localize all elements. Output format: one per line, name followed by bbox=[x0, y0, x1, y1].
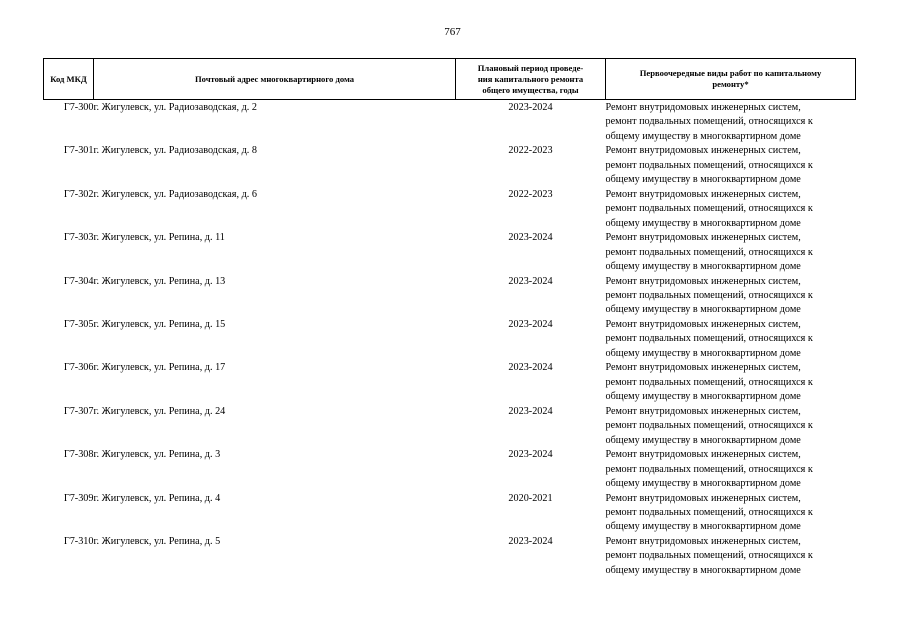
header-works bbox=[606, 59, 856, 100]
table-row bbox=[44, 231, 856, 274]
row-works-line: Ремонт внутридомовых инженерных систем, bbox=[605, 275, 801, 287]
row-works-line: общему имуществу в многоквартирном доме bbox=[605, 304, 801, 316]
row-works bbox=[606, 448, 856, 491]
row-works-line: ремонт подвальных помещений, относящихся к bbox=[605, 116, 813, 128]
row-works-line: общему имуществу в многоквартирном доме bbox=[605, 347, 801, 359]
row-works-line: ремонт подвальных помещений, относящихся к bbox=[605, 376, 813, 388]
row-period: 2023-2024 bbox=[508, 318, 553, 330]
header-period-line: Плановый период проведе- bbox=[477, 62, 584, 73]
row-address: г. Жигулевск, ул. Радиозаводская, д. 6 bbox=[93, 188, 257, 200]
row-code: Г7-308 bbox=[63, 449, 94, 461]
table-row bbox=[44, 275, 856, 318]
row-works-line: Ремонт внутридомовых инженерных систем, bbox=[605, 405, 801, 417]
row-period: 2022-2023 bbox=[508, 188, 553, 200]
row-code: Г7-303 bbox=[63, 232, 94, 244]
row-code: Г7-304 bbox=[63, 275, 94, 287]
row-code: Г7-305 bbox=[63, 318, 94, 330]
row-works-line: общему имуществу в многоквартирном доме bbox=[605, 434, 801, 446]
table-row bbox=[44, 405, 856, 448]
row-works bbox=[606, 492, 856, 535]
row-works bbox=[606, 405, 856, 448]
row-works-line: общему имуществу в многоквартирном доме bbox=[605, 174, 801, 186]
row-works-line: ремонт подвальных помещений, относящихся к bbox=[605, 333, 813, 345]
row-works-line: Ремонт внутридомовых инженерных систем, bbox=[605, 102, 801, 113]
row-period: 2023-2024 bbox=[508, 405, 553, 417]
header-period-line: общего имущества, годы bbox=[482, 84, 579, 95]
row-address: г. Жигулевск, ул. Репина, д. 3 bbox=[93, 449, 221, 461]
row-works-line: ремонт подвальных помещений, относящихся к bbox=[605, 246, 813, 258]
row-period: 2023-2024 bbox=[508, 232, 553, 244]
header-period bbox=[456, 59, 606, 100]
header-works-line: Первоочередные виды работ по капитальному bbox=[639, 68, 822, 78]
row-code: Г7-301 bbox=[63, 145, 94, 157]
header-code: Код МКД bbox=[44, 59, 94, 100]
row-works-line: ремонт подвальных помещений, относящихся к bbox=[605, 506, 813, 518]
row-works bbox=[606, 188, 856, 231]
row-works-line: ремонт подвальных помещений, относящихся к bbox=[605, 550, 813, 562]
row-code: Г7-309 bbox=[63, 492, 94, 504]
row-works bbox=[606, 275, 856, 318]
row-works bbox=[606, 361, 856, 404]
header-period-line: ния капитального ремонта bbox=[477, 73, 584, 84]
row-works bbox=[606, 100, 856, 145]
row-works-line: Ремонт внутридомовых инженерных систем, bbox=[605, 449, 801, 461]
row-works-line: общему имуществу в многоквартирном доме bbox=[605, 521, 801, 533]
row-period: 2022-2023 bbox=[508, 145, 553, 157]
row-period: 2023-2024 bbox=[508, 449, 553, 461]
header-address: Почтовый адрес многоквартирного дома bbox=[94, 59, 456, 100]
row-address: г. Жигулевск, ул. Радиозаводская, д. 2 bbox=[93, 102, 257, 113]
header-works-line: ремонту* bbox=[712, 79, 749, 89]
row-works bbox=[606, 231, 856, 274]
row-works-line: ремонт подвальных помещений, относящихся к bbox=[605, 159, 813, 171]
row-works-line: Ремонт внутридомовых инженерных систем, bbox=[605, 362, 801, 374]
row-address: г. Жигулевск, ул. Репина, д. 17 bbox=[93, 362, 226, 374]
row-address: г. Жигулевск, ул. Репина, д. 13 bbox=[93, 275, 226, 287]
row-works-line: ремонт подвальных помещений, относящихся к bbox=[605, 289, 813, 301]
row-works-line: общему имуществу в многоквартирном доме bbox=[605, 217, 801, 229]
table-row bbox=[44, 318, 856, 361]
row-works-line: Ремонт внутридомовых инженерных систем, bbox=[605, 145, 801, 157]
table-row bbox=[44, 535, 856, 578]
row-works-line: Ремонт внутридомовых инженерных систем, bbox=[605, 492, 801, 504]
row-works-line: Ремонт внутридомовых инженерных систем, bbox=[605, 188, 801, 200]
table-row bbox=[44, 144, 856, 187]
row-works-line: ремонт подвальных помещений, относящихся к bbox=[605, 203, 813, 215]
row-works-line: ремонт подвальных помещений, относящихся к bbox=[605, 420, 813, 432]
row-works bbox=[606, 318, 856, 361]
row-code: Г7-306 bbox=[63, 362, 94, 374]
row-works-line: общему имуществу в многоквартирном доме bbox=[605, 564, 801, 576]
row-works-line: Ремонт внутридомовых инженерных систем, bbox=[605, 232, 801, 244]
table-row bbox=[44, 100, 856, 145]
row-code: Г7-307 bbox=[63, 405, 94, 417]
row-works-line: общему имуществу в многоквартирном доме bbox=[605, 391, 801, 403]
row-address: г. Жигулевск, ул. Репина, д. 15 bbox=[93, 318, 226, 330]
row-works bbox=[606, 535, 856, 578]
row-works-line: общему имуществу в многоквартирном доме bbox=[605, 260, 801, 272]
row-address: г. Жигулевск, ул. Репина, д. 5 bbox=[93, 535, 221, 547]
row-address: г. Жигулевск, ул. Репина, д. 11 bbox=[93, 232, 225, 244]
row-period: 2023-2024 bbox=[508, 275, 553, 287]
table-row bbox=[44, 492, 856, 535]
row-works-line: ремонт подвальных помещений, относящихся к bbox=[605, 463, 813, 475]
row-period: 2023-2024 bbox=[508, 362, 553, 374]
row-address: г. Жигулевск, ул. Репина, д. 24 bbox=[93, 405, 226, 417]
row-works bbox=[606, 144, 856, 187]
table-row bbox=[44, 188, 856, 231]
page-number: 767 bbox=[444, 26, 461, 38]
row-period: 2023-2024 bbox=[508, 102, 553, 113]
row-code: Г7-300 bbox=[63, 102, 94, 113]
table-body bbox=[44, 100, 856, 579]
row-period: 2020-2021 bbox=[508, 492, 553, 504]
row-works-line: Ремонт внутридомовых инженерных систем, bbox=[605, 318, 801, 330]
table-row bbox=[44, 448, 856, 491]
table-row bbox=[44, 361, 856, 404]
row-code: Г7-302 bbox=[63, 188, 94, 200]
row-works-line: общему имуществу в многоквартирном доме bbox=[605, 130, 801, 142]
row-address: г. Жигулевск, ул. Радиозаводская, д. 8 bbox=[93, 145, 257, 157]
table-header bbox=[44, 59, 856, 100]
row-period: 2023-2024 bbox=[508, 535, 553, 547]
row-works-line: Ремонт внутридомовых инженерных систем, bbox=[605, 535, 801, 547]
row-address: г. Жигулевск, ул. Репина, д. 4 bbox=[93, 492, 221, 504]
repair-schedule-table bbox=[43, 58, 856, 578]
row-code: Г7-310 bbox=[63, 535, 94, 547]
row-works-line: общему имуществу в многоквартирном доме bbox=[605, 477, 801, 489]
